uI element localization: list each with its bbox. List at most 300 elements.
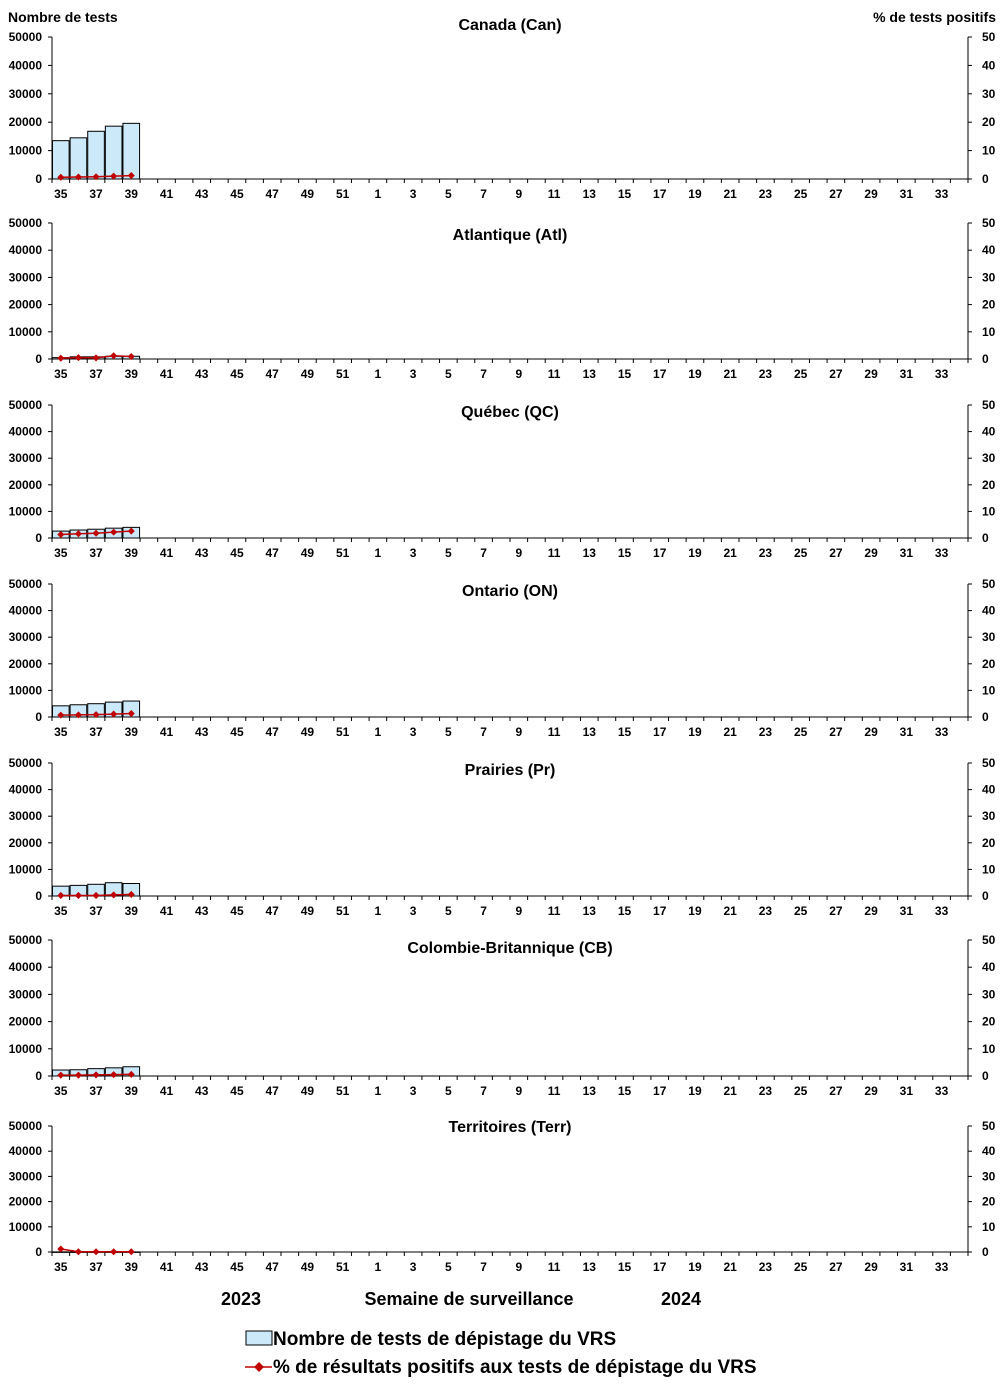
x-tick-label: 31 (899, 1084, 914, 1098)
legend-bar-label: Nombre de tests de dépistage du VRS (273, 1329, 617, 1350)
right-tick-label: 0 (982, 1069, 989, 1083)
legend-line-label: % de résultats positifs aux tests de dépistage du VRS (273, 1357, 757, 1378)
x-tick-label: 11 (547, 546, 561, 560)
x-tick-label: 23 (758, 1260, 773, 1274)
x-tick-label: 37 (89, 1084, 103, 1098)
x-tick-label: 39 (124, 904, 138, 918)
x-tick-label: 17 (653, 1084, 667, 1098)
x-tick-label: 7 (480, 1084, 487, 1098)
x-tick-label: 27 (829, 725, 843, 739)
x-tick-label: 25 (793, 546, 808, 560)
right-tick-label: 40 (982, 424, 996, 439)
right-tick-label: 20 (982, 656, 996, 671)
x-tick-label: 21 (723, 187, 737, 201)
right-tick-label: 10 (982, 504, 996, 519)
x-tick-label: 47 (265, 187, 279, 201)
right-tick-label: 40 (982, 58, 996, 73)
x-tick-label: 11 (547, 1260, 561, 1274)
x-tick-label: 17 (653, 1260, 667, 1274)
panels (9, 17, 996, 1274)
pct-point (93, 1248, 100, 1255)
x-tick-label: 45 (230, 904, 244, 918)
x-tick-label: 19 (688, 725, 702, 739)
x-tick-label: 29 (864, 367, 878, 381)
left-tick-label: 40000 (8, 243, 42, 258)
x-tick-label: 35 (54, 546, 68, 560)
x-tick-label: 19 (688, 904, 702, 918)
x-tick-label: 9 (515, 904, 523, 918)
x-tick-label: 35 (54, 187, 68, 201)
x-tick-label: 31 (899, 187, 914, 201)
panel-title: Ontario (ON) (462, 583, 558, 600)
right-tick-label: 50 (982, 577, 996, 591)
left-tick-label: 50000 (8, 30, 42, 44)
right-tick-label: 10 (982, 324, 996, 339)
x-tick-label: 41 (159, 546, 174, 560)
right-tick-label: 0 (982, 352, 989, 366)
left-tick-label: 40000 (8, 58, 42, 73)
x-tick-label: 45 (230, 725, 244, 739)
x-tick-label: 13 (582, 187, 596, 201)
left-tick-label: 0 (35, 531, 42, 545)
left-tick-label: 20000 (8, 1014, 42, 1029)
x-tick-label: 27 (829, 367, 843, 381)
left-tick-label: 10000 (8, 324, 42, 339)
x-tick-label: 5 (445, 546, 452, 560)
x-tick-label: 47 (265, 904, 279, 918)
x-tick-label: 19 (688, 546, 702, 560)
x-tick-label: 7 (480, 546, 487, 560)
left-tick-label: 20000 (8, 115, 42, 130)
x-tick-label: 35 (54, 904, 68, 918)
right-tick-label: 40 (982, 1144, 996, 1159)
right-axis-title: % de tests positifs (873, 9, 996, 25)
right-tick-label: 0 (982, 1245, 989, 1259)
right-tick-label: 50 (982, 756, 996, 770)
x-tick-label: 31 (899, 725, 914, 739)
right-tick-label: 0 (982, 710, 989, 724)
x-tick-label: 27 (829, 187, 843, 201)
x-tick-label: 43 (195, 1260, 209, 1274)
x-tick-label: 43 (195, 725, 209, 739)
panel-title: Prairies (Pr) (464, 762, 556, 779)
right-tick-label: 40 (982, 603, 996, 618)
x-tick-label: 17 (653, 904, 667, 918)
x-tick-label: 9 (515, 725, 523, 739)
x-tick-label: 15 (617, 904, 632, 918)
x-tick-label: 43 (195, 904, 209, 918)
x-tick-label: 7 (480, 1260, 487, 1274)
pct-point (110, 1248, 117, 1255)
pct-point (128, 1248, 135, 1255)
left-tick-label: 50000 (8, 216, 42, 230)
right-tick-label: 30 (982, 987, 996, 1002)
x-tick-label: 27 (829, 1260, 843, 1274)
x-tick-label: 33 (934, 187, 949, 201)
x-tick-label: 47 (265, 725, 279, 739)
x-tick-label: 23 (758, 546, 773, 560)
x-tick-label: 51 (335, 367, 350, 381)
x-tick-label: 33 (934, 367, 949, 381)
left-tick-label: 40000 (8, 1144, 42, 1159)
x-tick-label: 45 (230, 1084, 244, 1098)
x-tick-label: 7 (480, 904, 487, 918)
panel-4 (9, 756, 996, 918)
x-tick-label: 41 (159, 187, 174, 201)
x-tick-label: 29 (864, 725, 878, 739)
x-tick-label: 37 (89, 187, 103, 201)
year-label-2023: 2023 (220, 1289, 262, 1309)
right-tick-label: 50 (982, 216, 996, 230)
x-tick-label: 13 (582, 1260, 596, 1274)
panel-1 (9, 216, 996, 381)
left-tick-label: 50000 (8, 398, 42, 412)
x-tick-label: 33 (934, 546, 949, 560)
x-tick-label: 51 (335, 187, 350, 201)
x-tick-label: 9 (515, 546, 523, 560)
x-tick-label: 19 (688, 187, 702, 201)
x-tick-label: 7 (480, 725, 487, 739)
panel-0 (9, 17, 996, 201)
x-tick-label: 1 (374, 725, 382, 739)
right-tick-label: 20 (982, 1014, 996, 1029)
x-tick-label: 13 (582, 367, 596, 381)
x-tick-label: 5 (445, 725, 452, 739)
x-tick-label: 45 (230, 367, 244, 381)
panel-6 (9, 1119, 996, 1274)
x-tick-label: 43 (195, 546, 209, 560)
left-tick-label: 30000 (8, 1169, 42, 1184)
left-tick-label: 0 (35, 889, 42, 903)
bar (123, 123, 140, 179)
x-tick-label: 1 (374, 367, 382, 381)
x-tick-label: 51 (335, 725, 350, 739)
left-tick-label: 30000 (8, 86, 42, 101)
panel-title: Atlantique (Atl) (452, 227, 568, 244)
x-tick-label: 25 (793, 1084, 808, 1098)
x-tick-label: 5 (445, 1260, 452, 1274)
x-tick-label: 1 (374, 1084, 382, 1098)
x-tick-label: 19 (688, 1260, 702, 1274)
x-tick-label: 37 (89, 1260, 103, 1274)
x-tick-label: 31 (899, 1260, 914, 1274)
x-tick-label: 15 (617, 187, 632, 201)
left-tick-label: 10000 (8, 504, 42, 519)
x-tick-label: 25 (793, 367, 808, 381)
legend-line-marker (254, 1362, 264, 1372)
x-tick-label: 51 (335, 1084, 350, 1098)
right-tick-label: 30 (982, 451, 996, 466)
x-tick-label: 9 (515, 1084, 523, 1098)
left-tick-label: 30000 (8, 987, 42, 1002)
x-tick-label: 23 (758, 1084, 773, 1098)
right-tick-label: 0 (982, 172, 989, 186)
x-tick-label: 27 (829, 904, 843, 918)
right-tick-label: 40 (982, 960, 996, 975)
left-tick-label: 0 (35, 1245, 42, 1259)
left-tick-label: 20000 (8, 1194, 42, 1209)
right-tick-label: 10 (982, 683, 996, 698)
left-tick-label: 0 (35, 172, 42, 186)
x-tick-label: 45 (230, 1260, 244, 1274)
left-tick-label: 50000 (8, 756, 42, 770)
x-tick-label: 15 (617, 1260, 632, 1274)
x-tick-label: 41 (159, 1260, 174, 1274)
panel-title: Territoires (Terr) (448, 1119, 572, 1136)
x-tick-label: 15 (617, 546, 632, 560)
right-tick-label: 20 (982, 835, 996, 850)
bar (105, 126, 122, 179)
pct-point (75, 1248, 82, 1255)
x-tick-label: 33 (934, 1260, 949, 1274)
x-tick-label: 35 (54, 1084, 68, 1098)
x-tick-label: 35 (54, 725, 68, 739)
x-axis-title: Semaine de surveillance (364, 1289, 574, 1309)
x-tick-label: 21 (723, 1084, 737, 1098)
x-tick-label: 35 (54, 367, 68, 381)
right-tick-label: 30 (982, 86, 996, 101)
left-tick-label: 40000 (8, 782, 42, 797)
x-tick-label: 33 (934, 1084, 949, 1098)
x-tick-label: 43 (195, 187, 209, 201)
right-tick-label: 10 (982, 862, 996, 877)
x-tick-label: 21 (723, 904, 737, 918)
right-tick-label: 0 (982, 889, 989, 903)
x-tick-label: 49 (300, 367, 315, 381)
x-tick-label: 21 (723, 725, 737, 739)
x-tick-label: 37 (89, 904, 103, 918)
x-tick-label: 21 (723, 367, 737, 381)
left-tick-label: 10000 (8, 1219, 42, 1234)
x-tick-label: 43 (195, 367, 209, 381)
x-tick-label: 3 (409, 367, 417, 381)
x-tick-label: 27 (829, 546, 843, 560)
x-tick-label: 21 (723, 546, 737, 560)
x-tick-label: 47 (265, 1084, 279, 1098)
x-tick-label: 17 (653, 546, 667, 560)
pct-point (57, 355, 64, 362)
panel-title: Québec (QC) (461, 404, 559, 421)
panel-title: Canada (Can) (458, 17, 562, 34)
x-tick-label: 29 (864, 546, 878, 560)
left-tick-label: 30000 (8, 270, 42, 285)
x-tick-label: 3 (409, 904, 417, 918)
x-tick-label: 5 (445, 1084, 452, 1098)
x-tick-label: 47 (265, 1260, 279, 1274)
legend-bar-swatch (246, 1331, 272, 1345)
left-tick-label: 10000 (8, 143, 42, 158)
x-tick-label: 1 (374, 187, 382, 201)
x-tick-label: 15 (617, 725, 632, 739)
x-tick-label: 25 (793, 725, 808, 739)
right-tick-label: 20 (982, 1194, 996, 1209)
x-tick-label: 17 (653, 187, 667, 201)
panel-3 (9, 577, 996, 739)
x-tick-label: 3 (409, 1084, 417, 1098)
x-tick-label: 49 (300, 187, 315, 201)
x-tick-label: 5 (445, 367, 452, 381)
year-label-2024: 2024 (660, 1289, 702, 1309)
x-tick-label: 21 (723, 1260, 737, 1274)
x-tick-label: 11 (547, 725, 561, 739)
right-tick-label: 50 (982, 30, 996, 44)
x-tick-label: 7 (480, 367, 487, 381)
x-tick-label: 49 (300, 725, 315, 739)
x-tick-label: 1 (374, 546, 382, 560)
right-tick-label: 30 (982, 809, 996, 824)
right-tick-label: 50 (982, 398, 996, 412)
x-tick-label: 41 (159, 367, 174, 381)
x-tick-label: 23 (758, 904, 773, 918)
left-tick-label: 0 (35, 710, 42, 724)
right-tick-label: 20 (982, 477, 996, 492)
x-tick-label: 19 (688, 1084, 702, 1098)
right-tick-label: 10 (982, 1219, 996, 1234)
left-tick-label: 0 (35, 352, 42, 366)
left-tick-label: 20000 (8, 835, 42, 850)
right-tick-label: 40 (982, 782, 996, 797)
x-tick-label: 37 (89, 725, 103, 739)
left-tick-label: 10000 (8, 1041, 42, 1056)
left-tick-label: 20000 (8, 297, 42, 312)
x-tick-label: 13 (582, 904, 596, 918)
pct-point (75, 354, 82, 361)
x-tick-label: 29 (864, 187, 878, 201)
x-tick-label: 25 (793, 1260, 808, 1274)
left-tick-label: 20000 (8, 477, 42, 492)
right-tick-label: 50 (982, 1119, 996, 1133)
x-tick-label: 33 (934, 904, 949, 918)
x-tick-label: 49 (300, 904, 315, 918)
x-tick-label: 13 (582, 725, 596, 739)
right-tick-label: 40 (982, 243, 996, 258)
x-tick-label: 31 (899, 367, 914, 381)
x-tick-label: 11 (547, 904, 561, 918)
x-tick-label: 41 (159, 725, 174, 739)
x-tick-label: 7 (480, 187, 487, 201)
left-tick-label: 30000 (8, 451, 42, 466)
x-tick-label: 51 (335, 1260, 350, 1274)
x-tick-label: 47 (265, 367, 279, 381)
left-tick-label: 50000 (8, 577, 42, 591)
x-tick-label: 3 (409, 187, 417, 201)
left-tick-label: 40000 (8, 603, 42, 618)
x-tick-label: 31 (899, 546, 914, 560)
right-tick-label: 10 (982, 143, 996, 158)
x-tick-label: 17 (653, 725, 667, 739)
x-tick-label: 49 (300, 1084, 315, 1098)
x-tick-label: 45 (230, 187, 244, 201)
x-tick-label: 1 (374, 904, 382, 918)
x-tick-label: 15 (617, 1084, 632, 1098)
x-tick-label: 41 (159, 904, 174, 918)
x-tick-label: 23 (758, 725, 773, 739)
right-tick-label: 30 (982, 1169, 996, 1184)
right-tick-label: 20 (982, 115, 996, 130)
x-tick-label: 37 (89, 367, 103, 381)
x-tick-label: 23 (758, 367, 773, 381)
x-tick-label: 9 (515, 187, 523, 201)
x-tick-label: 19 (688, 367, 702, 381)
x-tick-label: 23 (758, 187, 773, 201)
left-tick-label: 0 (35, 1069, 42, 1083)
left-tick-label: 30000 (8, 809, 42, 824)
x-tick-label: 35 (54, 1260, 68, 1274)
pct-point (93, 354, 100, 361)
x-tick-label: 37 (89, 546, 103, 560)
x-tick-label: 27 (829, 1084, 843, 1098)
legend (245, 1329, 757, 1378)
x-tick-label: 45 (230, 546, 244, 560)
left-tick-label: 50000 (8, 933, 42, 947)
x-tick-label: 25 (793, 904, 808, 918)
left-tick-label: 20000 (8, 656, 42, 671)
x-tick-label: 43 (195, 1084, 209, 1098)
x-tick-label: 39 (124, 187, 138, 201)
bar (70, 138, 87, 179)
x-tick-label: 3 (409, 546, 417, 560)
x-tick-label: 3 (409, 725, 417, 739)
x-tick-label: 39 (124, 1084, 138, 1098)
left-axis-title: Nombre de tests (8, 9, 118, 25)
x-tick-label: 31 (899, 904, 914, 918)
x-tick-label: 9 (515, 367, 523, 381)
panel-title: Colombie-Britannique (CB) (407, 940, 613, 957)
right-tick-label: 30 (982, 270, 996, 285)
x-tick-label: 3 (409, 1260, 417, 1274)
x-tick-label: 5 (445, 904, 452, 918)
bar (53, 141, 70, 179)
right-tick-label: 50 (982, 933, 996, 947)
x-tick-label: 47 (265, 546, 279, 560)
x-tick-label: 39 (124, 725, 138, 739)
x-tick-label: 1 (374, 1260, 382, 1274)
x-tick-label: 39 (124, 546, 138, 560)
x-tick-label: 39 (124, 367, 138, 381)
x-tick-label: 25 (793, 187, 808, 201)
x-tick-label: 9 (515, 1260, 523, 1274)
x-tick-label: 17 (653, 367, 667, 381)
panel-5 (9, 933, 996, 1098)
left-tick-label: 40000 (8, 960, 42, 975)
left-tick-label: 10000 (8, 862, 42, 877)
x-tick-label: 15 (617, 367, 632, 381)
x-tick-label: 33 (934, 725, 949, 739)
x-tick-label: 13 (582, 546, 596, 560)
left-tick-label: 50000 (8, 1119, 42, 1133)
bar (88, 131, 105, 179)
panel-2 (9, 398, 996, 560)
right-tick-label: 10 (982, 1041, 996, 1056)
right-tick-label: 20 (982, 297, 996, 312)
x-tick-label: 41 (159, 1084, 174, 1098)
x-tick-label: 51 (335, 904, 350, 918)
x-tick-label: 51 (335, 546, 350, 560)
right-tick-label: 0 (982, 531, 989, 545)
x-tick-label: 11 (547, 187, 561, 201)
left-tick-label: 30000 (8, 630, 42, 645)
x-tick-label: 29 (864, 1260, 878, 1274)
x-tick-label: 39 (124, 1260, 138, 1274)
left-tick-label: 40000 (8, 424, 42, 439)
x-tick-label: 11 (547, 1084, 561, 1098)
x-tick-label: 5 (445, 187, 452, 201)
x-tick-label: 11 (547, 367, 561, 381)
x-tick-label: 49 (300, 1260, 315, 1274)
right-tick-label: 30 (982, 630, 996, 645)
x-tick-label: 29 (864, 904, 878, 918)
left-tick-label: 10000 (8, 683, 42, 698)
